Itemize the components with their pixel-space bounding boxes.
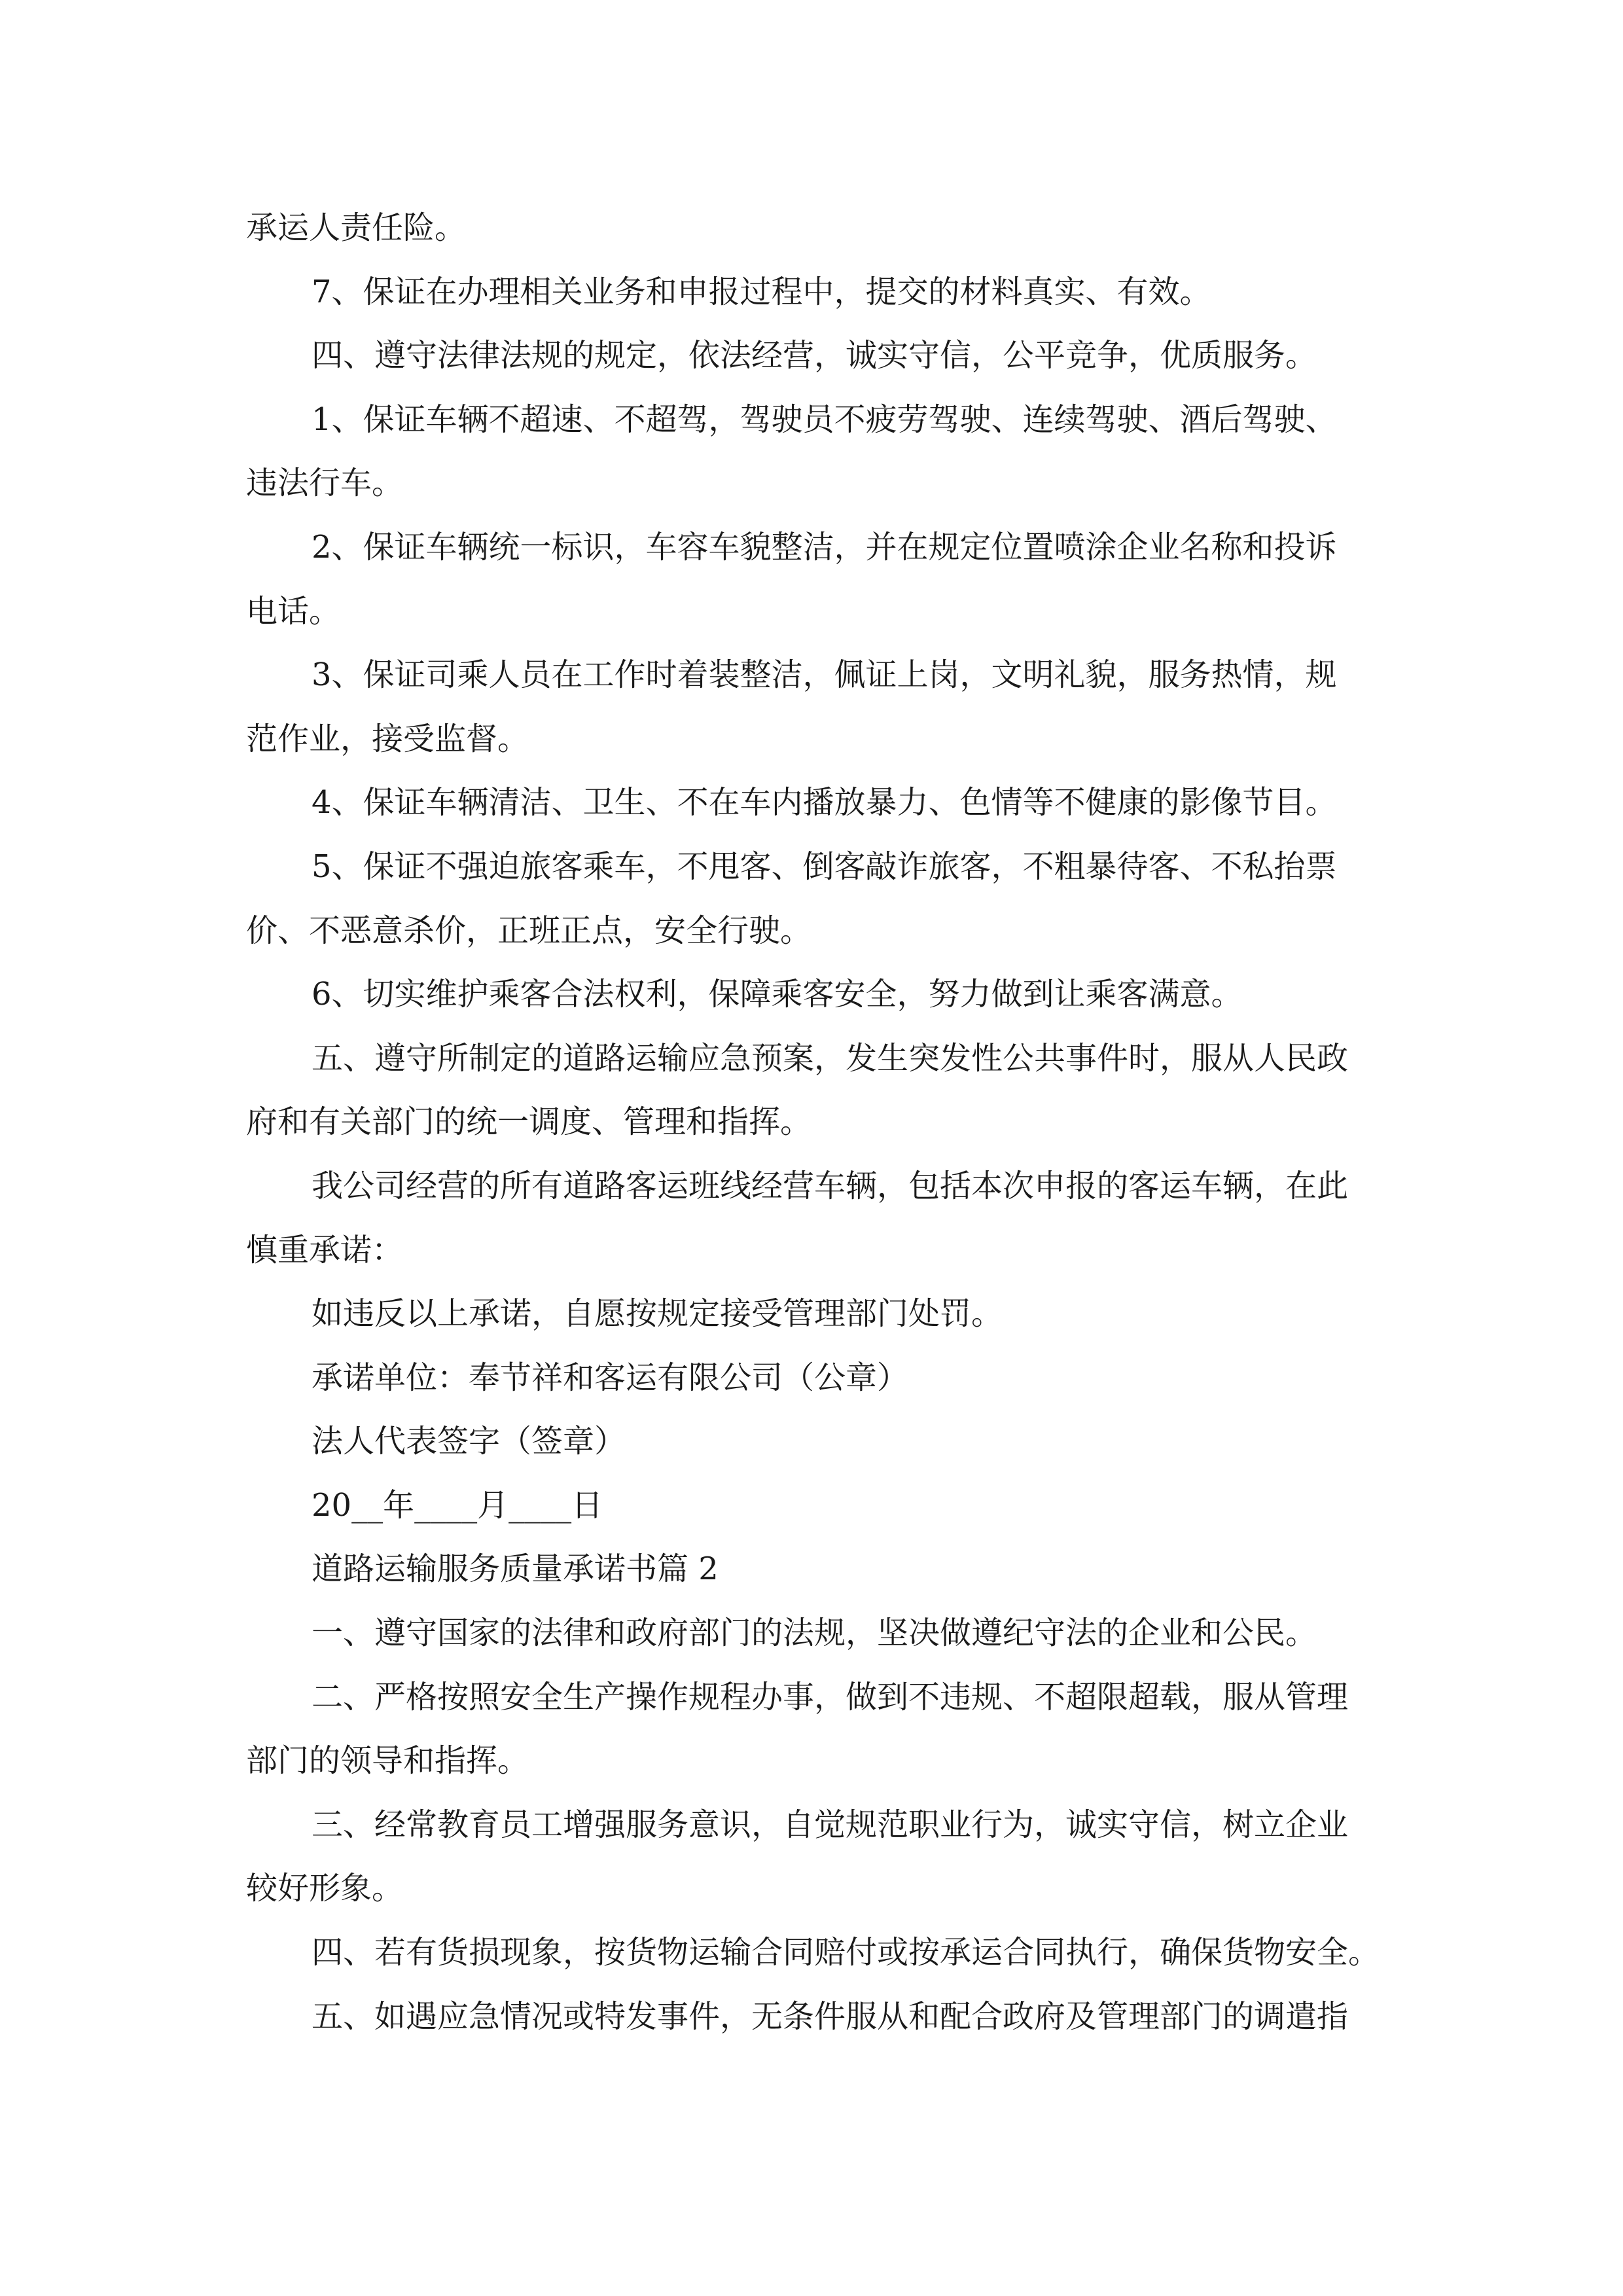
text-line: 5、保证不强迫旅客乘车，不甩客、倒客敲诈旅客，不粗暴待客、不私抬票 <box>312 848 1337 885</box>
text-line: 违法行车。 <box>246 465 404 502</box>
text-line: 2、保证车辆统一标识，车容车貌整洁，并在规定位置喷涂企业名称和投诉 <box>312 528 1337 565</box>
text-line: 7、保证在办理相关业务和申报过程中，提交的材料真实、有效。 <box>312 273 1211 310</box>
text-line: 法人代表签字（签章） <box>312 1423 626 1460</box>
text-line: 三、经常教育员工增强服务意识，自觉规范职业行为，诚实守信，树立企业 <box>312 1806 1349 1843</box>
text-line: 四、若有货损现象，按货物运输合同赔付或按承运合同执行，确保货物安全。 <box>312 1934 1380 1971</box>
text-line: 一、遵守国家的法律和政府部门的法规，坚决做遵纪守法的企业和公民。 <box>312 1615 1317 1652</box>
text-line: 五、遵守所制定的道路运输应急预案，发生突发性公共事件时，服从人民政 <box>312 1039 1349 1077</box>
text-line: 1、保证车辆不超速、不超驾，驾驶员不疲劳驾驶、连续驾驶、酒后驾驶、 <box>312 401 1337 438</box>
text-line: 承诺单位：奉节祥和客运有限公司（公章） <box>312 1359 909 1396</box>
text-line: 慎重承诺： <box>246 1231 404 1268</box>
text-line: 范作业，接受监督。 <box>246 720 529 757</box>
text-line: 二、严格按照安全生产操作规程办事，做到不违规、不超限超载，服从管理 <box>312 1678 1349 1715</box>
text-line: 五、如遇应急情况或特发事件，无条件服从和配合政府及管理部门的调遣指 <box>312 1998 1349 2035</box>
text-line: 电话。 <box>246 592 341 630</box>
text-line: 承运人责任险。 <box>246 209 467 246</box>
text-line: 我公司经营的所有道路客运班线经营车辆，包括本次申报的客运车辆，在此 <box>312 1167 1349 1204</box>
text-line: 府和有关部门的统一调度、管理和指挥。 <box>246 1103 812 1141</box>
text-line: 道路运输服务质量承诺书篇 2 <box>312 1551 719 1588</box>
text-line: 价、不恶意杀价，正班正点，安全行驶。 <box>246 912 812 949</box>
text-line: 部门的领导和指挥。 <box>246 1742 529 1780</box>
text-line: 4、保证车辆清洁、卫生、不在车内播放暴力、色情等不健康的影像节目。 <box>312 784 1337 821</box>
text-line: 20__年____月____日 <box>312 1486 603 1524</box>
text-line: 四、遵守法律法规的规定，依法经营，诚实守信，公平竞争，优质服务。 <box>312 337 1317 374</box>
text-line: 6、切实维护乘客合法权利，保障乘客安全，努力做到让乘客满意。 <box>312 976 1243 1013</box>
document-body <box>246 196 1378 2049</box>
text-line: 较好形象。 <box>246 1870 404 1907</box>
text-line: 如违反以上承诺，自愿按规定接受管理部门处罚。 <box>312 1295 1003 1333</box>
text-line: 3、保证司乘人员在工作时着装整洁，佩证上岗，文明礼貌，服务热情，规 <box>312 656 1337 694</box>
